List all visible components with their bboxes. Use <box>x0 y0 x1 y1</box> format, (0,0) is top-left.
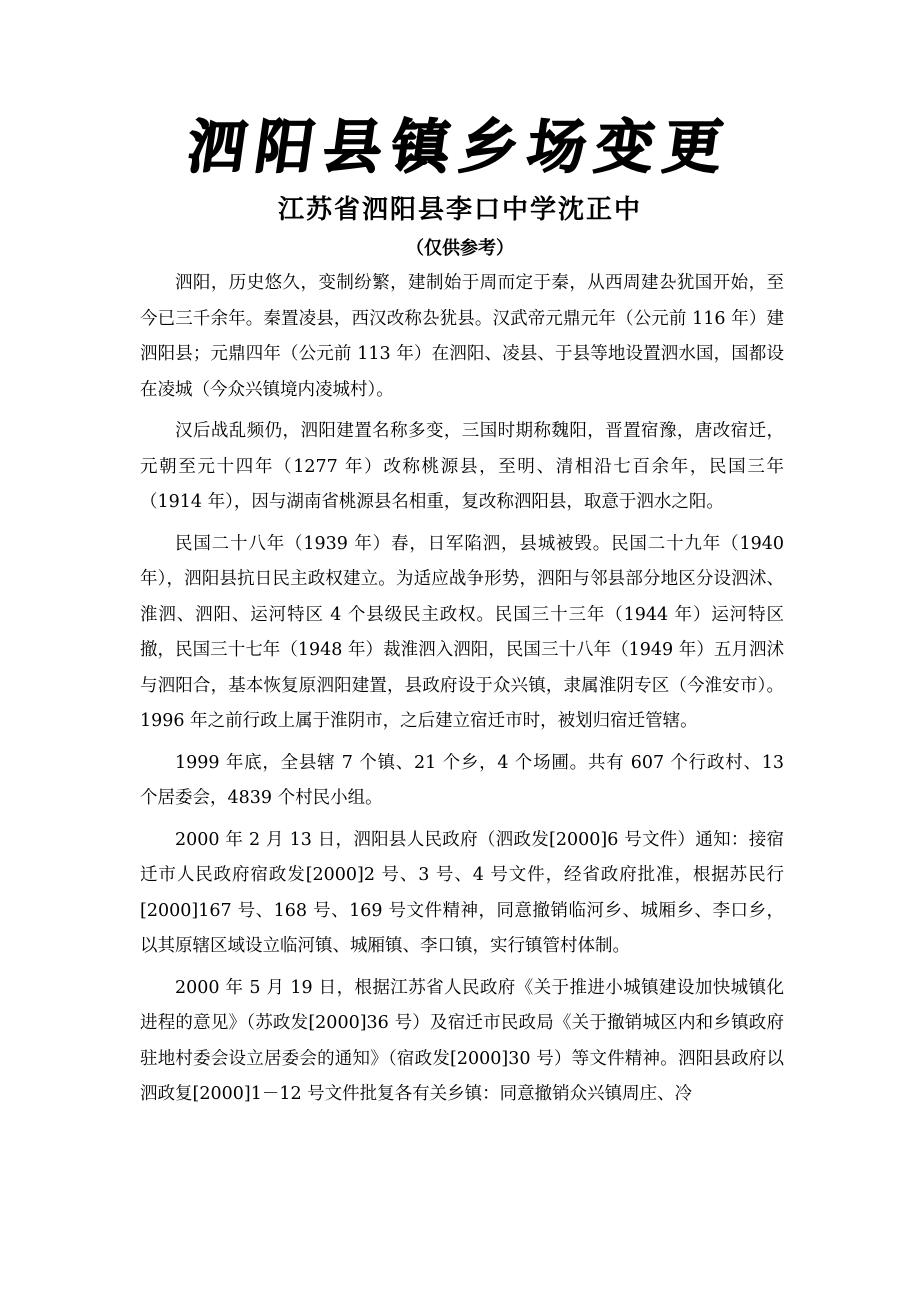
paragraph: 汉后战乱频仍，泗阳建置名称多变，三国时期称魏阳，晋置宿豫，唐改宿迁，元朝至元十四年（1277 年）改称桃源县，至明、清相沿七百余年，民国三年（1914 年），因与湖南省桃源县名相重，复改称泗阳县，取意于泗水之阳。 <box>140 421 784 512</box>
paragraph: 2000 年 5 月 19 日，根据江苏省人民政府《关于推进小城镇建设加快城镇化进程的意见》（苏政发[2000]36 号）及宿迁市民政局《关于撤销城区内和乡镇政府驻地村委会设立居委会的通知》（宿政发[2000]30 号）等文件精神。泗阳县政府以泗政复[2000]1－12 号文件批复各有关乡镇：同意撤销众兴镇周庄、冷 <box>140 977 784 1104</box>
author-line: 江苏省泗阳县李口中学沈正中 <box>277 195 642 225</box>
paragraph: 泗阳，历史悠久，变制纷繁，建制始于周而定于秦，从西周建厹犹国开始，至今已三千余年。秦置凌县，西汉改称厹犹县。汉武帝元鼎元年（公元前 116 年）建泗阳县；元鼎四年（公元前 113 年）在泗阳、凌县、于县等地设置泗水国，国都设在凌城（今众兴镇境内凌城村）。 <box>140 273 784 400</box>
reference-note: （仅供参考） <box>406 238 514 259</box>
paragraph: 2000 年 2 月 13 日，泗阳县人民政府（泗政发[2000]6 号文件）通知：接宿迁市人民政府宿政发[2000]2 号、3 号、4 号文件，经省政府批准，根据苏民行[2000]167 号、168 号、169 号文件精神，同意撤销临河乡、城厢乡、李口乡，以其原辖区域设立临河镇、城厢镇、李口镇，实行镇管村体制。 <box>140 829 784 956</box>
paragraph: 民国二十八年（1939 年）春，日军陷泗，县城被毁。民国二十九年（1940 年），泗阳县抗日民主政权建立。为适应战争形势，泗阳与邻县部分地区分设泗沭、淮泗、泗阳、运河特区 4 个县级民主政权。民国三十三年（1944 年）运河特区撤，民国三十七年（1948 年）裁淮泗入泗阳，民国三十八年（1949 年）五月泗沭与泗阳合，基本恢复原泗阳建置，县政府设于众兴镇，隶属淮阴专区（今淮安市）。1996 年之前行政上属于淮阴市，之后建立宿迁市时，被划归宿迁管辖。 <box>140 533 784 731</box>
page-title: 泗阳县镇乡场变更 <box>183 113 737 181</box>
body-text <box>140 266 784 1119</box>
paragraph: 1999 年底，全县辖 7 个镇、21 个乡，4 个场圃。共有 607 个行政村、13 个居委会，4839 个村民小组。 <box>140 752 784 808</box>
